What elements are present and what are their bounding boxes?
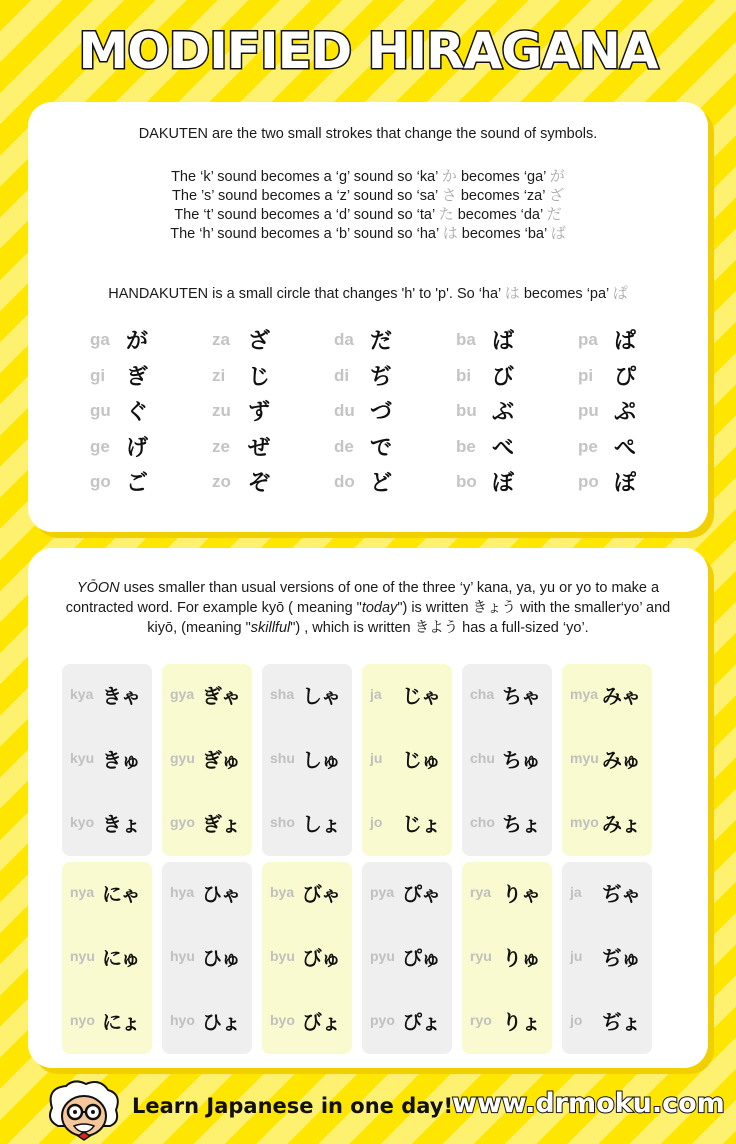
yoon-cell <box>362 926 452 990</box>
romaji-label: bi <box>456 365 472 385</box>
yoon-cell <box>562 990 652 1054</box>
dakuten-cell <box>212 466 312 502</box>
kana-character: じょ <box>402 812 440 836</box>
romaji-label: gyu <box>170 750 195 766</box>
dakuten-rule: The ‘t’ sound becomes a ‘d’ sound so ‘ta’ た becomes ‘da’ だ <box>174 205 562 223</box>
dakuten-column <box>212 324 312 502</box>
dakuten-cell <box>456 466 556 502</box>
dakuten-cell <box>456 360 556 396</box>
footer <box>0 1076 736 1144</box>
romaji-label: ju <box>370 750 383 766</box>
yoon-cell <box>462 926 552 990</box>
romaji-label: do <box>334 472 355 491</box>
yoon-cell <box>62 862 152 926</box>
dakuten-rule: The ‘k’ sound becomes a ‘g’ sound so ‘ka’ か becomes ‘ga’ が <box>171 167 565 185</box>
kana-character: ぼ <box>492 471 515 496</box>
kana-character: ぎょ <box>202 812 240 836</box>
kana-character: きゅ <box>102 748 140 772</box>
kana-character: ぽ <box>614 471 637 496</box>
romaji-label: ga <box>90 330 110 349</box>
romaji-label: ja <box>370 686 382 702</box>
romaji-label: pyu <box>370 948 395 964</box>
kana-character: りゃ <box>502 882 540 906</box>
romaji-label: za <box>212 330 230 349</box>
yoon-cell <box>162 728 252 792</box>
kana-character: ず <box>248 400 271 425</box>
kana-character: ざ <box>248 329 271 354</box>
kana-character: りゅ <box>502 946 540 970</box>
dakuten-cell <box>578 466 678 502</box>
dakuten-cell <box>90 395 190 431</box>
yoon-cell <box>462 990 552 1054</box>
yoon-column <box>462 664 552 856</box>
romaji-label: pa <box>578 330 598 349</box>
romaji-label: gi <box>90 365 106 385</box>
romaji-label: bo <box>456 472 477 491</box>
yoon-cell <box>62 664 152 728</box>
kana-character: ひょ <box>202 1010 240 1034</box>
yoon-cell <box>362 664 452 728</box>
yoon-cell <box>62 926 152 990</box>
kana-character: びょ <box>302 1010 340 1034</box>
website-link[interactable]: www.drmoku.com <box>452 1088 725 1119</box>
yoon-column <box>62 862 152 1054</box>
romaji-label: di <box>334 365 350 385</box>
dakuten-cell <box>456 395 556 431</box>
dakuten-cell <box>90 360 190 396</box>
kana-character: ぴょ <box>402 1010 440 1034</box>
romaji-label: kyu <box>70 750 95 766</box>
romaji-label: ryu <box>470 948 492 964</box>
romaji-label: pe <box>578 436 598 456</box>
kana-character: ぢゃ <box>602 882 640 906</box>
dakuten-cell <box>90 324 190 360</box>
dr-moku-mascot-icon <box>44 1078 124 1144</box>
yoon-cell <box>562 926 652 990</box>
dakuten-cell <box>456 431 556 467</box>
kana-character: きょ <box>102 812 140 836</box>
dakuten-cell <box>334 360 434 396</box>
yoon-column <box>62 664 152 856</box>
romaji-label: jo <box>370 814 383 830</box>
kana-character: ぎゃ <box>202 684 240 708</box>
yoon-cell <box>62 728 152 792</box>
kana-character: ぞ <box>248 471 271 496</box>
dakuten-intro: DAKUTEN are the two small strokes that change the sound of symbols. <box>138 126 598 142</box>
dakuten-panel <box>28 102 708 532</box>
dakuten-cell <box>578 324 678 360</box>
kana-character: ぢゅ <box>602 946 640 970</box>
kana-character: じゅ <box>402 748 440 772</box>
romaji-label: de <box>334 436 354 456</box>
yoon-panel <box>28 548 708 1068</box>
yoon-cell <box>362 990 452 1054</box>
kana-character: べ <box>492 435 515 461</box>
dakuten-cell <box>212 324 312 360</box>
handakuten-intro: HANDAKUTEN is a small circle that changes 'h' to 'p'. So ‘ha’ は becomes ‘pa’ ぱ <box>108 284 628 302</box>
kana-character: みょ <box>602 812 640 836</box>
kana-character: しゅ <box>302 748 340 772</box>
yoon-column <box>162 862 252 1054</box>
kana-character: ひゅ <box>202 946 240 970</box>
romaji-label: ja <box>570 884 582 900</box>
dakuten-cell <box>212 360 312 396</box>
kana-character: ぷ <box>614 400 637 425</box>
kana-character: にゅ <box>102 946 140 970</box>
yoon-cell <box>362 792 452 856</box>
kana-character: りょ <box>502 1010 540 1034</box>
romaji-label: myo <box>570 814 599 830</box>
romaji-label: byo <box>270 1012 295 1028</box>
romaji-label: jo <box>570 1012 583 1028</box>
yoon-cell <box>162 862 252 926</box>
kana-character: ひゃ <box>202 882 240 906</box>
yoon-cell <box>262 926 352 990</box>
kana-character: ちゅ <box>502 748 540 772</box>
dakuten-column <box>90 324 190 502</box>
yoon-column <box>262 664 352 856</box>
yoon-column <box>562 664 652 856</box>
romaji-label: du <box>334 401 355 420</box>
romaji-label: ryo <box>470 1012 492 1028</box>
dakuten-cell <box>334 431 434 467</box>
kana-character: ば <box>492 329 515 354</box>
kana-character: ぴゃ <box>402 882 440 906</box>
yoon-cell <box>462 728 552 792</box>
romaji-label: nyu <box>70 948 95 964</box>
kana-character: が <box>126 329 149 354</box>
romaji-label: ze <box>212 436 230 456</box>
romaji-label: pya <box>370 884 395 900</box>
kana-character: ぴ <box>614 364 637 390</box>
kana-character: ぱ <box>614 329 637 354</box>
kana-character: びゃ <box>302 882 340 906</box>
romaji-label: myu <box>570 750 599 766</box>
kana-character: づ <box>370 400 393 425</box>
yoon-column <box>462 862 552 1054</box>
yoon-intro: YŌON uses smaller than usual versions of one of the three ‘y’ kana, ya, yu or yo to make a contracted word. For example kyō ( meaning "today") is written きょう with the smaller‘yo’ and kiyō, (meaning "skillful") , which is written きよう has a full-sized ‘yo’. <box>65 580 671 636</box>
romaji-label: hyu <box>170 948 195 964</box>
dakuten-rule: The ‘h’ sound becomes a ‘b’ sound so ‘ha’ は becomes ‘ba’ ば <box>170 224 566 242</box>
yoon-cell <box>62 990 152 1054</box>
kana-character: にゃ <box>102 882 140 906</box>
yoon-cell <box>262 664 352 728</box>
yoon-cell <box>162 792 252 856</box>
dakuten-rule: The ’s’ sound becomes a ‘z’ sound so ‘sa’ さ becomes ‘za’ ざ <box>172 186 564 204</box>
romaji-label: gu <box>90 401 111 420</box>
romaji-label: gya <box>170 686 195 702</box>
dakuten-cell <box>578 360 678 396</box>
kana-character: じ <box>248 364 271 390</box>
kana-character: じゃ <box>402 684 440 708</box>
romaji-label: mya <box>570 686 599 702</box>
romaji-label: pyo <box>370 1012 395 1028</box>
yoon-cell <box>262 792 352 856</box>
romaji-label: bya <box>270 884 295 900</box>
yoon-column <box>562 862 652 1054</box>
romaji-label: kya <box>70 686 94 702</box>
romaji-label: rya <box>470 884 492 900</box>
kana-character: ぢ <box>370 364 393 390</box>
romaji-label: zi <box>212 365 226 385</box>
kana-character: ぐ <box>126 400 149 425</box>
romaji-label: nya <box>70 884 95 900</box>
romaji-label: ba <box>456 330 476 349</box>
romaji-label: cha <box>470 686 495 702</box>
yoon-cell <box>362 862 452 926</box>
kana-character: ぺ <box>614 435 637 461</box>
kana-character: ぶ <box>492 400 515 425</box>
kana-character: ぎゅ <box>202 748 240 772</box>
yoon-cell <box>62 792 152 856</box>
page-title: MODIFIED HIRAGANA <box>78 22 658 80</box>
kana-character: しゃ <box>302 684 340 708</box>
dakuten-cell <box>212 431 312 467</box>
kana-character: みゅ <box>602 748 640 772</box>
dakuten-column <box>456 324 556 502</box>
romaji-label: da <box>334 330 354 349</box>
kana-character: ど <box>370 471 393 496</box>
yoon-cell <box>262 990 352 1054</box>
dakuten-cell <box>578 431 678 467</box>
romaji-label: nyo <box>70 1012 95 1028</box>
yoon-cell <box>462 862 552 926</box>
romaji-label: kyo <box>70 814 95 830</box>
yoon-cell <box>562 728 652 792</box>
kana-character: にょ <box>102 1010 140 1034</box>
kana-character: ぎ <box>126 364 149 390</box>
dakuten-column <box>334 324 434 502</box>
romaji-label: zu <box>212 401 231 420</box>
dakuten-cell <box>212 395 312 431</box>
yoon-cell <box>462 664 552 728</box>
kana-character: みゃ <box>602 684 640 708</box>
kana-character: ぴゅ <box>402 946 440 970</box>
yoon-cell <box>262 862 352 926</box>
romaji-label: pu <box>578 401 599 420</box>
romaji-label: go <box>90 472 111 491</box>
dakuten-cell <box>578 395 678 431</box>
dakuten-cell <box>334 324 434 360</box>
kana-character: びゅ <box>302 946 340 970</box>
romaji-label: bu <box>456 401 477 420</box>
kana-character: しょ <box>302 812 340 836</box>
dakuten-cell <box>90 466 190 502</box>
romaji-label: ge <box>90 436 110 456</box>
romaji-label: cho <box>470 814 495 830</box>
romaji-label: hya <box>170 884 195 900</box>
romaji-label: sho <box>270 814 295 830</box>
romaji-label: ju <box>570 948 583 964</box>
yoon-cell <box>362 728 452 792</box>
romaji-label: po <box>578 472 599 491</box>
romaji-label: chu <box>470 750 495 766</box>
romaji-label: shu <box>270 750 295 766</box>
yoon-cell <box>562 792 652 856</box>
kana-character: ご <box>126 471 149 496</box>
yoon-cell <box>162 664 252 728</box>
dakuten-cell <box>334 466 434 502</box>
kana-character: げ <box>126 435 149 461</box>
kana-character: だ <box>370 329 393 354</box>
yoon-column <box>362 664 452 856</box>
yoon-cell <box>562 862 652 926</box>
yoon-cell <box>462 792 552 856</box>
yoon-column <box>262 862 352 1054</box>
romaji-label: zo <box>212 472 231 491</box>
kana-character: きゃ <box>102 684 140 708</box>
yoon-cell <box>162 926 252 990</box>
yoon-column <box>162 664 252 856</box>
romaji-label: pi <box>578 365 594 385</box>
romaji-label: sha <box>270 686 295 702</box>
romaji-label: gyo <box>170 814 195 830</box>
kana-character: で <box>370 435 393 461</box>
romaji-label: be <box>456 436 476 456</box>
dakuten-column <box>578 324 678 502</box>
kana-character: ちゃ <box>502 684 540 708</box>
yoon-cell <box>162 990 252 1054</box>
kana-character: ぜ <box>248 435 271 461</box>
tagline: Learn Japanese in one day! <box>132 1094 454 1118</box>
kana-character: び <box>492 364 515 390</box>
romaji-label: byu <box>270 948 295 964</box>
yoon-column <box>362 862 452 1054</box>
dakuten-cell <box>456 324 556 360</box>
dakuten-cell <box>90 431 190 467</box>
romaji-label: hyo <box>170 1012 195 1028</box>
kana-character: ちょ <box>502 812 540 836</box>
dakuten-cell <box>334 395 434 431</box>
yoon-cell <box>262 728 352 792</box>
yoon-cell <box>562 664 652 728</box>
kana-character: ぢょ <box>602 1010 640 1034</box>
